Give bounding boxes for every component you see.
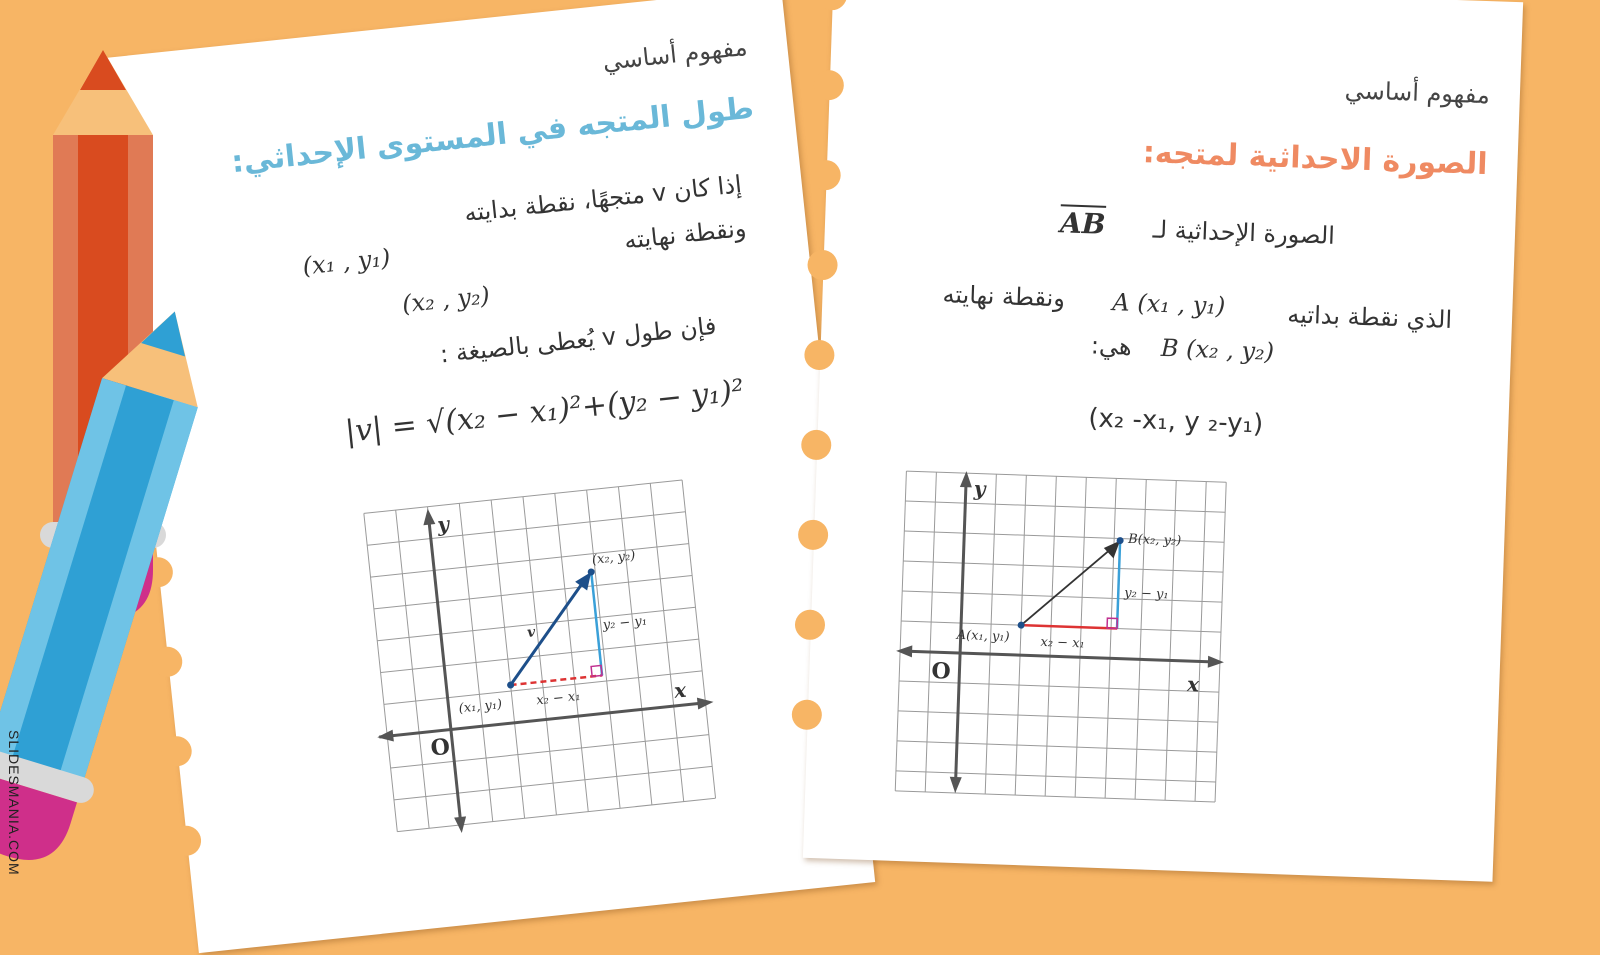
start-point: (x₁ , y₁): [301, 243, 392, 281]
vector-graph: [353, 469, 727, 843]
point2-label: (x₂, y₂): [591, 548, 637, 568]
binder-hole: [816, 0, 847, 11]
binder-hole: [794, 609, 825, 640]
vector-label: v: [526, 624, 537, 641]
y-axis-label: y: [973, 476, 986, 501]
vector-name: $\overline{AB}$: [1059, 206, 1107, 241]
vector-graph: [885, 461, 1237, 813]
binder-hole: [807, 250, 838, 281]
dy-label: y₂ − y₁: [1124, 585, 1169, 603]
y-axis-label: y: [436, 511, 451, 537]
dy-label: y₂ − y₁: [602, 613, 648, 634]
card-title: الصورة الاحداثية لمتجه:: [1142, 135, 1489, 183]
body-line: إذا كان v متجهًا، نقطة بدايته: [462, 170, 743, 228]
binder-hole: [791, 699, 822, 730]
concept-label: مفهوم أساسي: [1344, 76, 1491, 110]
binder-hole: [804, 339, 835, 370]
point-a: A (x₁ , y₁): [1111, 288, 1226, 321]
x-axis-label: x: [1186, 672, 1200, 697]
end-point: (x₂ , y₂): [400, 281, 492, 319]
body-line: الصورة الإحداثية لـ: [1152, 215, 1336, 250]
point-b-label: B(x₂, y₂): [1127, 531, 1182, 549]
card-title: طول المتجه في المستوى الإحداثي:: [229, 90, 756, 181]
binder-hole: [151, 645, 184, 678]
graph-svg: [353, 469, 727, 843]
binder-hole: [801, 429, 832, 460]
coordinate-result: (x₂ -x₁, y ₂-y₁): [1087, 403, 1264, 440]
graph-svg: [885, 461, 1237, 813]
dx-label: x₂ − x₁: [535, 688, 582, 709]
binder-hole: [160, 735, 193, 768]
point-b: B (x₂ , y₂): [1160, 333, 1275, 366]
body-line: ونقطة نهايته: [622, 213, 748, 255]
body-line: هي:: [1090, 331, 1133, 361]
left-note-card: [105, 0, 875, 953]
point-a-label: A(x₁, y₁): [956, 627, 1010, 645]
binder-hole: [813, 70, 844, 101]
body-line: الذي نقطة بداتيه: [1286, 300, 1453, 335]
binder-hole: [810, 160, 841, 191]
concept-label: مفهوم أساسي: [601, 32, 749, 76]
body-line: فإن طول v يُعطى بالصيغة :: [438, 311, 718, 369]
x-axis-label: x: [672, 677, 688, 703]
point1-label: (x₁, y₁): [458, 697, 503, 717]
site-credit: SLIDESMANIA.COM: [6, 730, 22, 876]
body-line: ونقطة نهايته: [942, 280, 1066, 313]
origin-label: O: [429, 733, 452, 762]
binder-hole: [170, 824, 203, 857]
origin-label: O: [930, 658, 952, 685]
dx-label: x₂ − x₁: [1040, 634, 1085, 652]
length-formula: |v| = √(x₂ − x₁)²+(y₂ − y₁)²: [343, 373, 746, 450]
right-note-card: [803, 0, 1523, 882]
binder-hole: [798, 519, 829, 550]
